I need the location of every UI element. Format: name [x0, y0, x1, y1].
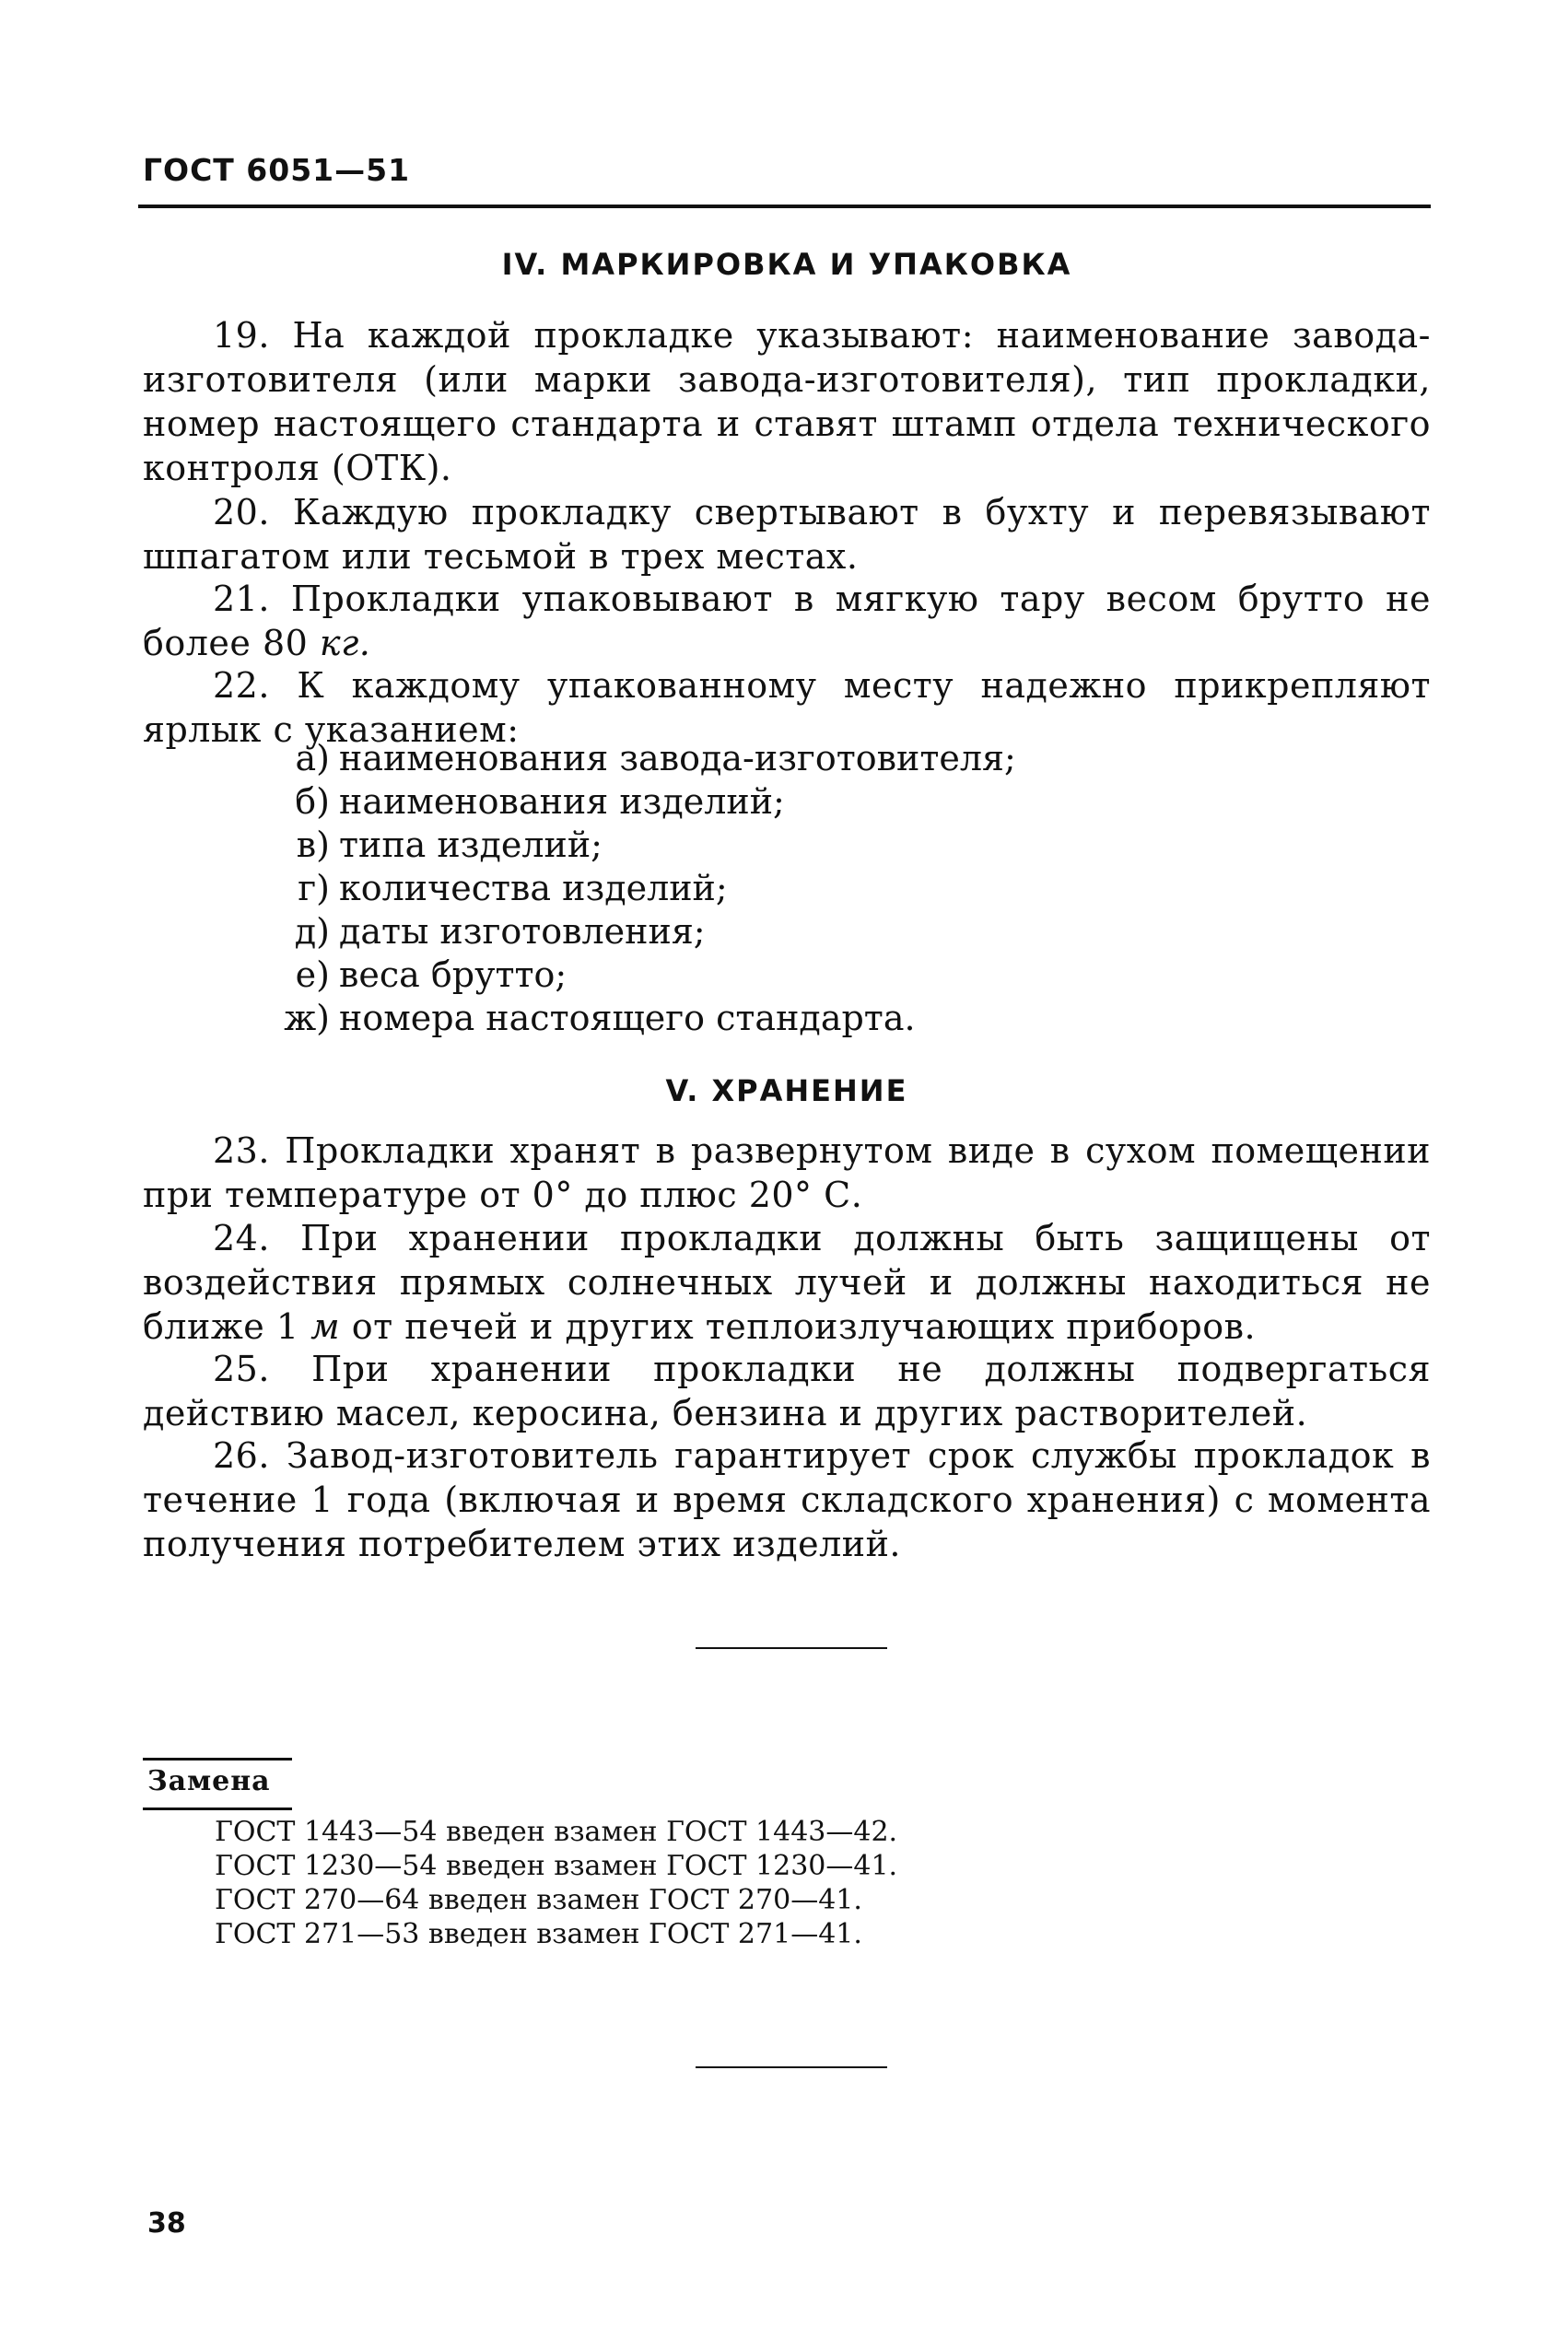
paragraph-20: 20. Каждую прокладку свертывают в бухту и перевязывают шпагатом или тесьмой в трех местах. [143, 492, 1431, 577]
list-item-mark: б) [295, 781, 330, 822]
paragraph-24-unit: м [310, 1306, 341, 1347]
list-item-text: номера настоящего стандарта. [339, 998, 916, 1038]
paragraph-25: 25. При хранении прокладки не должны подвергаться действию масел, керосина, бензина и других растворителей. [143, 1349, 1431, 1433]
list-item-mark: а) [295, 738, 330, 778]
replacement-line: ГОСТ 270—64 введен взамен ГОСТ 270—41. [215, 1884, 862, 1916]
list-item [247, 910, 1398, 953]
list-item-mark: в) [296, 825, 330, 865]
list-item-mark: д) [294, 911, 330, 952]
replacement-rule-bottom [143, 1807, 292, 1810]
list-item-text: веса брутто; [339, 954, 568, 995]
section-5-title: V. ХРАНЕНИЕ [665, 1073, 908, 1108]
paragraph-26: 26. Завод-изготовитель гарантирует срок службы прокладок в течение 1 года (включая и время складского хранения) с момента получения потребителем этих изделий. [143, 1435, 1431, 1564]
paragraph-24-text-b: от печей и других теплоизлучающих приборов. [340, 1306, 1257, 1347]
list-item-text: даты изготовления; [339, 911, 706, 952]
replacement-line: ГОСТ 1230—54 введен взамен ГОСТ 1230—41. [215, 1850, 898, 1882]
replacement-rule-top [143, 1758, 292, 1761]
replacement-line: ГОСТ 1443—54 введен взамен ГОСТ 1443—42. [215, 1816, 898, 1848]
separator-rule [696, 2066, 887, 2068]
paragraph-24-text-a: 24. При хранении прокладки должны быть защищены от воздействия прямых солнечных лучей и должны находиться не ближе 1 [143, 1218, 1431, 1347]
list-item-text: наименования изделий; [339, 781, 785, 822]
list-item [247, 824, 1398, 867]
section-4-title: IV. МАРКИРОВКА И УПАКОВКА [501, 247, 1072, 282]
paragraph-22: 22. К каждому упакованному месту надежно прикрепляют ярлык с указанием: [143, 665, 1431, 750]
paragraph-21-text: 21. Прокладки упаковывают в мягкую тару весом брутто не более 80 [143, 579, 1431, 663]
list-item-mark: г) [298, 868, 330, 908]
list-item-mark: е) [295, 954, 330, 995]
label-contents-list [247, 737, 1398, 1040]
replacement-list [215, 1815, 897, 1951]
paragraph-21-unit: кг. [319, 623, 371, 663]
list-item-text: количества изделий; [339, 868, 728, 908]
paragraph-19: 19. На каждой прокладке указывают: наименование завода-изготовителя (или марки завода-изготовителя), тип прокладки, номер настоящего стандарта и ставят штамп отдела технического контроля (ОТК). [143, 315, 1431, 488]
header-rule [138, 205, 1431, 208]
list-item-text: типа изделий; [339, 825, 603, 865]
document-header: ГОСТ 6051—51 [143, 152, 411, 188]
page-number: 38 [147, 2207, 186, 2240]
list-item [247, 953, 1398, 997]
list-item [247, 737, 1398, 780]
replacement-title: Замена [147, 1765, 271, 1797]
list-item-mark: ж) [284, 998, 330, 1038]
paragraph-24 [143, 1216, 1431, 1349]
replacement-line: ГОСТ 271—53 введен взамен ГОСТ 271—41. [215, 1918, 862, 1950]
paragraph-21 [143, 577, 1431, 665]
separator-rule [696, 1647, 887, 1649]
list-item-text: наименования завода-изготовителя; [339, 738, 1016, 778]
list-item [247, 867, 1398, 910]
list-item [247, 997, 1398, 1040]
paragraph-23: 23. Прокладки хранят в развернутом виде в сухом помещении при температуре от 0° до плюс 20° С. [143, 1130, 1431, 1215]
list-item [247, 780, 1398, 824]
